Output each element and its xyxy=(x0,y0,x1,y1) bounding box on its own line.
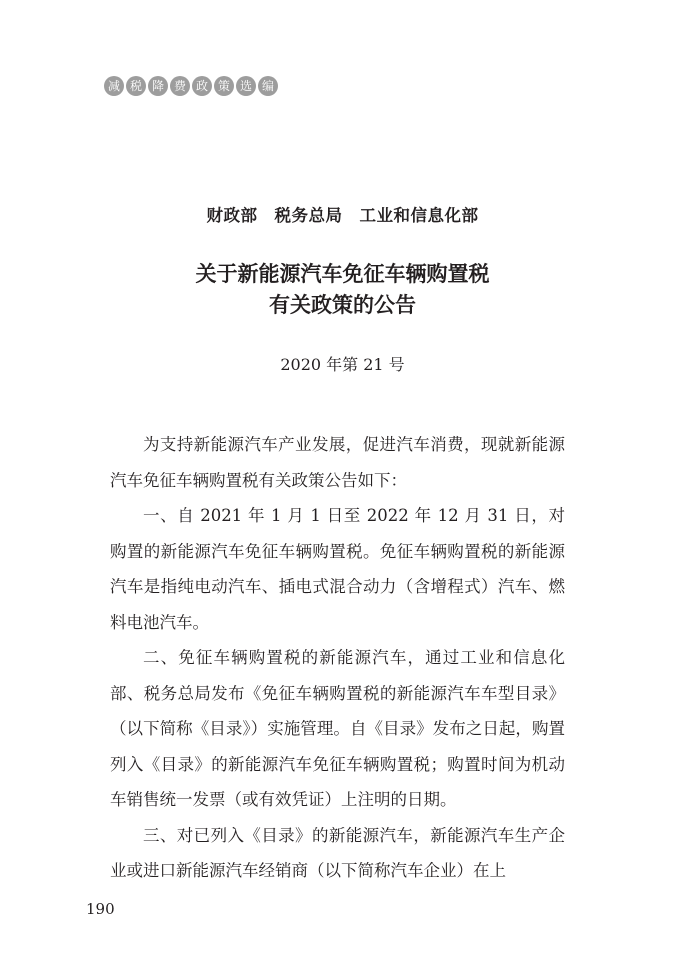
document-title-line-1: 关于新能源汽车免征车辆购置税 xyxy=(195,261,490,286)
series-title-char: 策 xyxy=(214,76,234,96)
series-title-char: 税 xyxy=(126,76,146,96)
paragraph-article-3: 三、对已列入《目录》的新能源汽车，新能源汽车生产企业或进口新能源汽车经销商（以下简称汽车企业）在上 xyxy=(110,825,565,880)
document-number: 2020 年第 21 号 xyxy=(280,355,405,374)
series-title-char: 选 xyxy=(236,76,256,96)
series-title-char: 减 xyxy=(104,76,124,96)
paragraph-article-2: 二、免征车辆购置税的新能源汽车，通过工业和信息化部、税务总局发布《免征车辆购置税的新能源汽车车型目录》（以下简称《目录》）实施管理。自《目录》发布之日起，购置列入《目录》的新能源汽车免征车辆购置税；购置时间为机动车销售统一发票（或有效凭证）上注明的日期。 xyxy=(110,648,565,809)
series-title-char: 费 xyxy=(170,76,190,96)
paragraph-article-1: 一、自 2021 年 1 月 1 日至 2022 年 12 月 31 日，对购置的新能源汽车免征车辆购置税。免征车辆购置税的新能源汽车是指纯电动汽车、插电式混合动力（含增程式）汽车、燃料电池汽车。 xyxy=(110,506,565,632)
paragraph-intro: 为支持新能源汽车产业发展，促进汽车消费，现就新能源汽车免征车辆购置税有关政策公告如下： xyxy=(110,435,565,490)
document-title-line-2: 有关政策的公告 xyxy=(269,292,416,317)
issuing-authorities: 财政部 税务总局 工业和信息化部 xyxy=(206,206,479,225)
document-body xyxy=(110,427,565,889)
series-title-char: 编 xyxy=(258,76,278,96)
series-title-char: 降 xyxy=(148,76,168,96)
series-title-char: 政 xyxy=(192,76,212,96)
series-title xyxy=(104,76,280,96)
document-title xyxy=(0,258,685,320)
page-number: 190 xyxy=(86,900,115,918)
